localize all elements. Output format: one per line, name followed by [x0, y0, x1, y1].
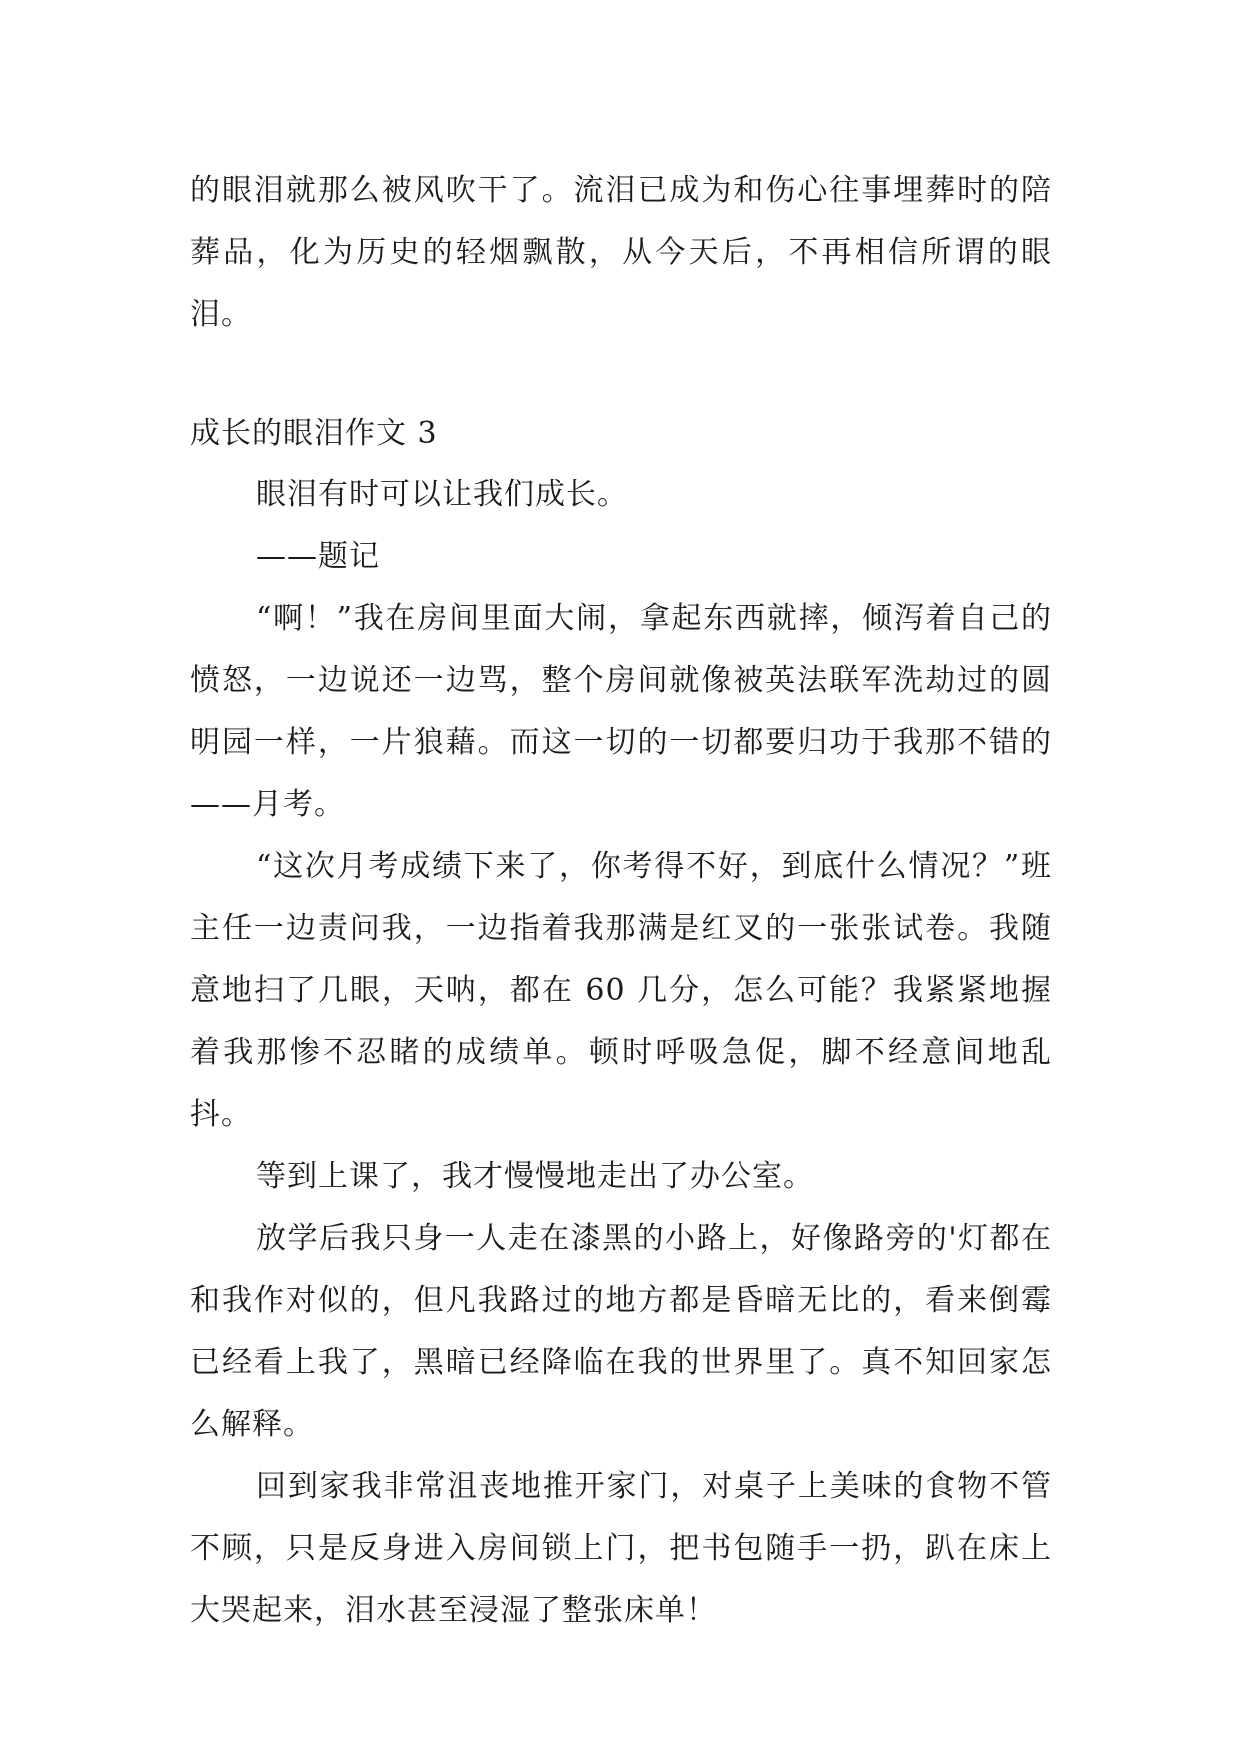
epigraph: 眼泪有时可以让我们成长。 [256, 477, 628, 512]
previous-paragraph: 的眼泪就那么被风吹干了。流泪已成为和伤心往事埋葬时的陪葬品，化为历史的轻烟飘散，从今天后，不再相信所谓的眼泪。 [190, 173, 1052, 332]
section-gap [190, 346, 1052, 404]
document-body [190, 160, 1052, 1642]
paragraph-walk-home: 放学后我只身一人走在漆黑的小路上，好像路旁的'灯都在和我作对似的，但凡我路过的地方都是昏暗无比的，看来倒霉已经看上我了，黑暗已经降临在我的世界里了。真不知回家怎么解释。 [190, 1221, 1052, 1442]
paragraph-leave-office: 等到上课了，我才慢慢地走出了办公室。 [256, 1159, 814, 1194]
paragraph-at-home: 回到家我非常沮丧地推开家门，对桌子上美味的食物不管不顾，只是反身进入房间锁上门，把书包随手一扔，趴在床上大哭起来，泪水甚至浸湿了整张床单！ [190, 1469, 1052, 1628]
section-title: 成长的眼泪作文 3 [190, 416, 438, 451]
epigraph-attribution: ——题记 [256, 539, 380, 574]
paragraph-teacher: “这次月考成绩下来了，你考得不好，到底什么情况？”班主任一边责问我，一边指着我那满是红叉的一张张试卷。我随意地扫了几眼，天呐，都在 60 几分，怎么可能？我紧紧地握着我那惨不忍睹的成绩单。顿时呼吸急促，脚不经意间地乱抖。 [190, 849, 1052, 1132]
paragraph-outburst: “啊！”我在房间里面大闹，拿起东西就摔，倾泻着自己的愤怒，一边说还一边骂，整个房间就像被英法联军洗劫过的圆明园一样，一片狼藉。而这一切的一切都要归功于我那不错的——月考。 [190, 601, 1052, 822]
